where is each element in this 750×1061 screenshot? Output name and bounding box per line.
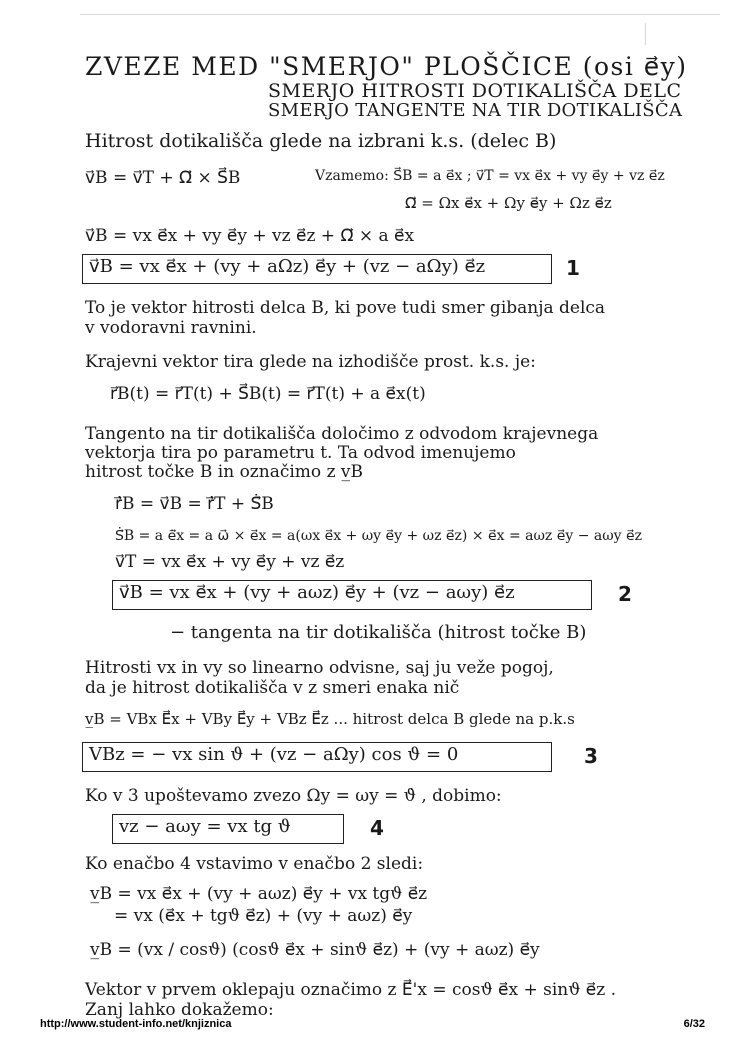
equation-number-3: 3: [584, 744, 598, 768]
text-line: − tangenta na tir dotikališča (hitrost točke B): [170, 622, 587, 643]
equation-line: v̲B = (vx / cosϑ) (cosϑ e⃗x + sinϑ e⃗z) + (vy + aωz) e⃗y: [90, 940, 540, 960]
equation-number-4: 4: [370, 816, 384, 840]
text-line: Ko v 3 upoštevamo zvezo Ωy = ωy = ϑ̇ , dobimo:: [85, 786, 502, 806]
text-line: Zanj lahko dokažemo:: [85, 1000, 274, 1020]
text-line: Ko enačbo 4 vstavimo v enačbo 2 sledi:: [85, 854, 424, 874]
text-line: Krajevni vektor tira glede na izhodišče prost. k.s. je:: [85, 352, 536, 372]
text-line: Hitrost dotikališča glede na izbrani k.s. (delec B): [85, 130, 557, 152]
text-line: Tangento na tir dotikališča določimo z odvodom krajevnega: [85, 424, 599, 444]
equation-line: Ω⃗ = Ωx e⃗x + Ωy e⃗y + Ωz e⃗z: [405, 194, 612, 212]
title-line-3: SMERJO TANGENTE NA TIR DOTIKALIŠČA: [268, 100, 683, 121]
boxed-equation-2: v⃗B = vx e⃗x + (vy + aωz) e⃗y + (vz − aωy) e⃗z: [112, 580, 592, 610]
title-line-1: ZVEZE MED "SMERJO" PLOŠČICE (osi e⃗y): [85, 52, 688, 81]
equation-line: Ṡ⃗B = a ė⃗x = a ω⃗ × e⃗x = a(ωx e⃗x + ωy e⃗y + ωz e⃗z) × e⃗x = aωz e⃗y − aωy e⃗z: [115, 528, 642, 544]
equation-line: ṙ⃗B = v⃗B = ṙ⃗T + Ṡ⃗B: [115, 494, 274, 514]
text-line: Hitrosti vx in vy so linearno odvisne, saj ju veže pogoj,: [85, 658, 554, 678]
text-line: Vektor v prvem oklepaju označimo z E⃗'x = cosϑ e⃗x + sinϑ e⃗z .: [85, 980, 616, 1000]
equation-line: v⃗B = vx e⃗x + vy e⃗y + vz e⃗z + Ω⃗ × a e⃗x: [85, 226, 415, 246]
equation-line: = vx (e⃗x + tgϑ e⃗z) + (vy + aωz) e⃗y: [114, 906, 413, 926]
boxed-equation-4: vz − aωy = vx tg ϑ: [112, 814, 344, 844]
boxed-equation-1: v⃗B = vx e⃗x + (vy + aΩz) e⃗y + (vz − aΩy) e⃗z: [82, 254, 552, 284]
equation-line: Vzamemo: S⃗B = a e⃗x ; v⃗T = vx e⃗x + vy e⃗y + vz e⃗z: [315, 168, 665, 184]
equation-line: v⃗T = vx e⃗x + vy e⃗y + vz e⃗z: [115, 552, 345, 572]
equation-number-2: 2: [618, 582, 632, 606]
text-line: da je hitrost dotikališča v z smeri enaka nič: [85, 678, 460, 698]
text-line: vektorja tira po parametru t. Ta odvod imenujemo: [85, 443, 516, 463]
page-number: 6/32: [683, 1018, 705, 1030]
equation-line: r⃗B(t) = r⃗T(t) + S⃗B(t) = r⃗T(t) + a e⃗x(t): [110, 384, 426, 404]
text-line: To je vektor hitrosti delca B, ki pove tudi smer gibanja delca: [85, 298, 606, 318]
boxed-equation-3: VBz = − vx sin ϑ + (vz − aΩy) cos ϑ = 0: [82, 742, 552, 772]
text-line: v vodoravni ravnini.: [85, 318, 257, 338]
title-line-2: SMERJO HITROSTI DOTIKALIŠČA DELC: [268, 80, 682, 102]
equation-line: v⃗B = v⃗T + Ω⃗ × S⃗B: [85, 168, 241, 188]
equation-line: v̲B = VBx E⃗x + VBy E⃗y + VBz E⃗z ... hitrost delca B glede na p.k.s: [85, 710, 575, 728]
equation-line: v̲B = vx e⃗x + (vy + aωz) e⃗y + vx tgϑ e⃗z: [90, 884, 428, 904]
text-line: hitrost točke B in označimo z v̲B: [85, 462, 364, 482]
footer-url-link[interactable]: http://www.student-info.net/knjiznica: [40, 1018, 232, 1030]
faded-header-rule: [80, 14, 720, 49]
equation-number-1: 1: [566, 256, 580, 280]
